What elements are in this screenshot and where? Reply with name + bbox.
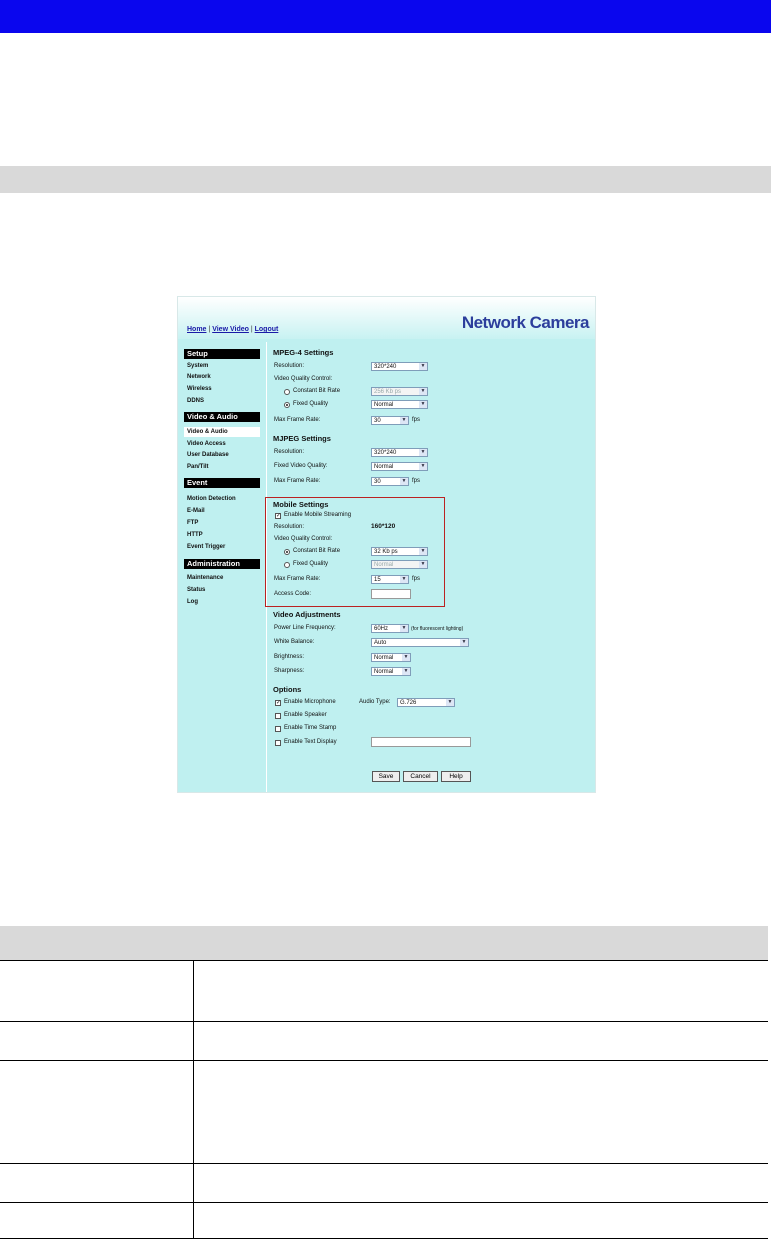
brightness-label: Brightness:	[274, 654, 305, 660]
text-display-label: Enable Text Display	[284, 739, 337, 745]
mobile-enable-label: Enable Mobile Streaming	[284, 512, 352, 518]
sharpness-select[interactable]	[371, 667, 411, 676]
section-bar	[0, 166, 771, 193]
mpeg4-cbr-label: Constant Bit Rate	[293, 388, 341, 394]
chevron-down-icon: ▼	[401, 576, 407, 582]
sidebar-item-video-access[interactable]: Video Access	[187, 441, 226, 447]
camera-screenshot	[177, 296, 596, 793]
table-rule	[0, 960, 768, 961]
mjpeg-mfr-value: 30	[374, 479, 381, 485]
brightness-select[interactable]	[371, 653, 411, 662]
mpeg4-mfr-label: Max Frame Rate:	[274, 417, 321, 423]
plf-note: (for fluorescent lighting)	[411, 626, 464, 632]
sidebar-item-ddns[interactable]: DDNS	[187, 398, 205, 404]
speaker-checkbox[interactable]	[275, 713, 281, 719]
sidebar-item-status[interactable]: Status	[187, 587, 206, 593]
mobile-resolution-value: 160*120	[371, 523, 396, 530]
adjust-title: Video Adjustments	[273, 610, 341, 619]
plf-value: 60Hz	[374, 626, 389, 632]
sidebar-item-user-database[interactable]: User Database	[187, 452, 229, 458]
sidebar-item-system[interactable]: System	[187, 363, 209, 369]
home-link[interactable]: Home	[187, 326, 207, 333]
logout-link[interactable]: Logout	[254, 326, 279, 333]
mjpeg-fps-label: fps	[412, 478, 421, 484]
chevron-down-icon: ▼	[447, 699, 453, 705]
sidebar-section-setup: Setup	[184, 349, 260, 359]
wb-label: White Balance:	[274, 639, 315, 645]
mjpeg-resolution-label: Resolution:	[274, 449, 305, 455]
mobile-cbr-label: Constant Bit Rate	[293, 548, 341, 554]
mpeg4-mfr-select[interactable]	[371, 416, 409, 425]
sidebar	[178, 342, 266, 792]
audio-type-value: G.726	[400, 700, 417, 706]
mpeg4-fq-select[interactable]	[371, 400, 428, 409]
table-header	[0, 926, 768, 960]
mobile-fq-label: Fixed Quality	[293, 561, 329, 567]
chevron-down-icon: ▼	[420, 449, 426, 455]
table-rule	[0, 1202, 768, 1203]
sidebar-section-administration: Administration	[184, 559, 260, 569]
chevron-down-icon: ▼	[403, 654, 409, 660]
sidebar-item-wireless[interactable]: Wireless	[187, 386, 212, 392]
mpeg4-resolution-value: 320*240	[374, 364, 397, 370]
mpeg4-fps-label: fps	[412, 417, 421, 423]
mobile-enable-checkbox[interactable]: ✓	[276, 513, 282, 519]
sidebar-item-ftp[interactable]: FTP	[187, 520, 199, 526]
header-bar	[0, 0, 771, 33]
text-display-checkbox[interactable]	[275, 740, 281, 746]
mjpeg-fvq-select[interactable]	[371, 462, 428, 471]
sidebar-item-event-trigger[interactable]: Event Trigger	[187, 544, 226, 550]
mobile-cbr-value: 32 Kb ps	[374, 549, 398, 555]
mjpeg-resolution-select[interactable]	[371, 448, 428, 457]
table-column-divider	[193, 960, 194, 1239]
sidebar-item-log[interactable]: Log	[187, 599, 198, 605]
sidebar-item-maintenance[interactable]: Maintenance	[187, 575, 224, 581]
sidebar-section-event: Event	[184, 478, 260, 488]
mpeg4-resolution-label: Resolution:	[274, 363, 305, 369]
chevron-down-icon: ▼	[420, 363, 426, 369]
mobile-mfr-value: 15	[374, 577, 381, 583]
chevron-down-icon: ▼	[401, 417, 407, 423]
sidebar-item-motion-detection[interactable]: Motion Detection	[187, 496, 236, 502]
chevron-down-icon: ▼	[401, 625, 407, 631]
mpeg4-vqc-label: Video Quality Control:	[274, 376, 333, 382]
sidebar-section-video-audio: Video & Audio	[184, 412, 260, 422]
wb-select[interactable]	[371, 638, 469, 647]
mpeg4-cbr-value: 256 Kb ps	[374, 389, 402, 395]
mjpeg-title: MJPEG Settings	[273, 434, 331, 443]
mjpeg-fvq-value: Normal	[374, 464, 394, 470]
options-title: Options	[273, 685, 302, 694]
view-video-link[interactable]: View Video	[212, 326, 249, 333]
mobile-fq-select[interactable]	[371, 560, 428, 569]
sidebar-item-pan-tilt[interactable]: Pan/Tilt	[187, 464, 209, 470]
mpeg4-title: MPEG-4 Settings	[273, 348, 334, 357]
sharpness-label: Sharpness:	[274, 668, 305, 674]
sidebar-item-video-audio[interactable]: Video & Audio	[184, 427, 260, 437]
sidebar-item-http[interactable]: HTTP	[187, 532, 203, 538]
mobile-mfr-label: Max Frame Rate:	[274, 576, 321, 582]
sidebar-item-email[interactable]: E-Mail	[187, 508, 205, 514]
mic-checkbox[interactable]: ✓	[276, 700, 282, 706]
mobile-access-code-input[interactable]	[371, 589, 411, 599]
brightness-value: Normal	[374, 655, 394, 661]
chevron-down-icon: ▼	[420, 561, 426, 567]
mpeg4-mfr-value: 30	[374, 418, 381, 424]
chevron-down-icon: ▼	[420, 548, 426, 554]
plf-select[interactable]	[371, 624, 409, 633]
mobile-mfr-select[interactable]	[371, 575, 409, 584]
mpeg4-fq-value: Normal	[374, 402, 394, 408]
mpeg4-resolution-select[interactable]	[371, 362, 428, 371]
mpeg4-cbr-select[interactable]	[371, 387, 428, 396]
nav-separator: |	[250, 326, 253, 333]
brand-logo: Network Camera	[461, 313, 589, 332]
mobile-title: Mobile Settings	[273, 500, 329, 509]
nav-links	[187, 326, 278, 333]
chevron-down-icon: ▼	[401, 478, 407, 484]
mpeg4-fq-radio[interactable]	[284, 402, 290, 408]
table-rule	[0, 1060, 768, 1061]
wb-value: Auto	[374, 640, 387, 646]
mobile-fq-value: Normal	[374, 562, 394, 568]
chevron-down-icon: ▼	[420, 463, 426, 469]
table-rule	[0, 1021, 768, 1022]
plf-label: Power Line Frequency:	[274, 625, 336, 631]
chevron-down-icon: ▼	[420, 401, 426, 407]
mpeg4-cbr-radio[interactable]	[284, 389, 290, 395]
help-button[interactable]: Help	[441, 771, 471, 782]
mobile-fq-radio[interactable]	[284, 562, 290, 568]
sharpness-value: Normal	[374, 669, 394, 675]
mjpeg-fvq-label: Fixed Video Quality:	[274, 463, 328, 469]
mobile-resolution-label: Resolution:	[274, 524, 305, 530]
text-display-input[interactable]	[371, 737, 471, 747]
save-button[interactable]: Save	[372, 771, 400, 782]
mic-label: Enable Microphone	[284, 699, 336, 705]
mobile-fps-label: fps	[412, 576, 421, 582]
mobile-access-label: Access Code:	[274, 591, 312, 597]
mjpeg-mfr-select[interactable]	[371, 477, 409, 486]
nav-separator: |	[208, 326, 211, 333]
timestamp-checkbox[interactable]	[275, 726, 281, 732]
cancel-button[interactable]: Cancel	[403, 771, 438, 782]
speaker-label: Enable Speaker	[284, 712, 327, 718]
chevron-down-icon: ▼	[403, 668, 409, 674]
mobile-cbr-select[interactable]	[371, 547, 428, 556]
audio-type-select[interactable]	[397, 698, 455, 707]
chevron-down-icon: ▼	[420, 388, 426, 394]
mjpeg-mfr-label: Max Frame Rate:	[274, 478, 321, 484]
mobile-vqc-label: Video Quality Control:	[274, 536, 333, 542]
settings-panel	[268, 342, 595, 792]
audio-type-label: Audio Type:	[359, 699, 391, 705]
timestamp-label: Enable Time Stamp	[284, 725, 337, 731]
chevron-down-icon: ▼	[461, 639, 467, 645]
mjpeg-resolution-value: 320*240	[374, 450, 397, 456]
mpeg4-fq-label: Fixed Quality	[293, 401, 329, 407]
table-rule	[0, 1163, 768, 1164]
mobile-cbr-radio[interactable]	[284, 549, 290, 555]
sidebar-item-network[interactable]: Network	[187, 374, 211, 380]
